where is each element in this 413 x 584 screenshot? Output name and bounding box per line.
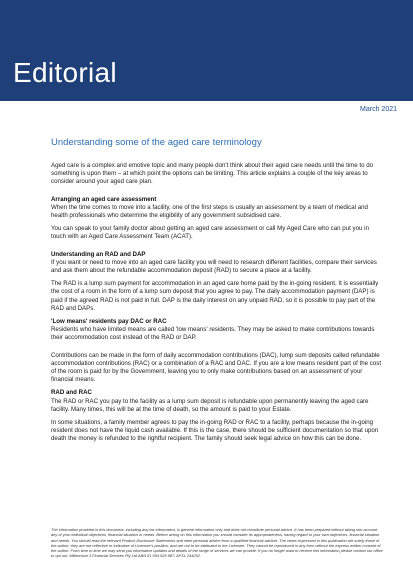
section-heading-rad-rac: RAD and RAC bbox=[51, 389, 92, 397]
paragraph: If you want or need to move into an aged care facility you will need to research different facilities, compare their services and ask them about the refundable accommodation deposit (RAD) to secure a place at a facility. bbox=[51, 258, 377, 275]
paragraph: You can speak to your family doctor about getting an aged care assessment or call My Aged Care who can put you in touch with an Aged Care Assessment Team (ACAT). bbox=[51, 225, 369, 241]
paragraph: Residents who have limited means are called 'low means' residents. They may be asked to make contributions towards their accommodation cost instead of the RAD or DAP. bbox=[51, 326, 375, 342]
intro-paragraph: Aged care is a complex and emotive topic and many people don't think about their aged care needs until the time to do something is upon them – at which point the options can be limiting. This article explains a couple of the key areas to consider around your aged care plan. bbox=[51, 162, 374, 186]
disclaimer: The information provided in this document, including any tax information, is general information only and does not constitute personal advice. It has been prepared without taking into account any of your individual objectives, financial situation or needs. Before acting on this information you should consider its appropriateness, having regard to your own objectives, financial situation and needs. You should read the relevant Product Disclosure Statements and seek personal advice from a qualified financial adviser. The views expressed in this publication are solely those of the author; they are not reflective or indicative of Licensee's position, and are not to be attributed to the Licensee. They cannot be reproduced in any form without the express written consent of the author. From time to time we may send you informative updates and details of the range of services we can provide. If you no longer want to receive this information please contact our office to opt out. Millennium 3 Financial Services Pty Ltd ABN 61 094 529 987, AFSL 244252. bbox=[51, 527, 383, 559]
article-title: Understanding some of the aged care terminology bbox=[51, 137, 262, 148]
section-heading-assessment: Arranging an aged care assessment bbox=[51, 195, 157, 203]
paragraph: Contributions can be made in the form of daily accommodation contributions (DAC), lump sum deposits called refundable accommodation contributions (RAC) or a combination of a RAC and DAC. If you are a low means resident part of the cost of the room is paid for by the Government, leaving you to only make contributions based on an assessment of your financial means. bbox=[51, 351, 382, 384]
article-body bbox=[51, 137, 383, 449]
section-heading-rad-dap: Understanding an RAD and DAP bbox=[51, 250, 146, 258]
paragraph: When the time comes to move into a facility, one of the first steps is usually an assessment by a team of medical and health professionals who determine the eligibility of any government subsidised care. bbox=[51, 203, 368, 220]
section-heading-low-means: 'Low means' residents pay DAC or RAC bbox=[51, 318, 167, 326]
paragraph: The RAD is a lump sum payment for accommodation in an aged care home paid by the in-going resident. It is essentially the cost of a room in the form of a lump sum deposit that you agree to pay. The daily accommodation payment (DAP) is paid if the agreed RAD is not paid in full. DAP is the daily interest on any unpaid RAD, so it is possible to pay part of the RAD and DAPs. bbox=[51, 280, 379, 312]
publication-date: March 2021 bbox=[360, 106, 397, 113]
paragraph: In some situations, a family member agrees to pay the in-going RAD or RAC to a facility, perhaps because the in-going resident does not have the liquid cash available. If this is the case, there should be sufficient documentation so that upon death the money is refunded to the rightful recipient. The family should seek legal advice on how this can be done. bbox=[51, 419, 379, 443]
paragraph: The RAD or RAC you pay to the facility as a lump sum deposit is refundable upon permanently leaving the aged care facility. Many times, this will be at the time of death, so the amount is paid to your Estate. bbox=[51, 397, 369, 413]
editorial-banner bbox=[0, 0, 413, 101]
banner-title: Editorial bbox=[13, 57, 117, 88]
